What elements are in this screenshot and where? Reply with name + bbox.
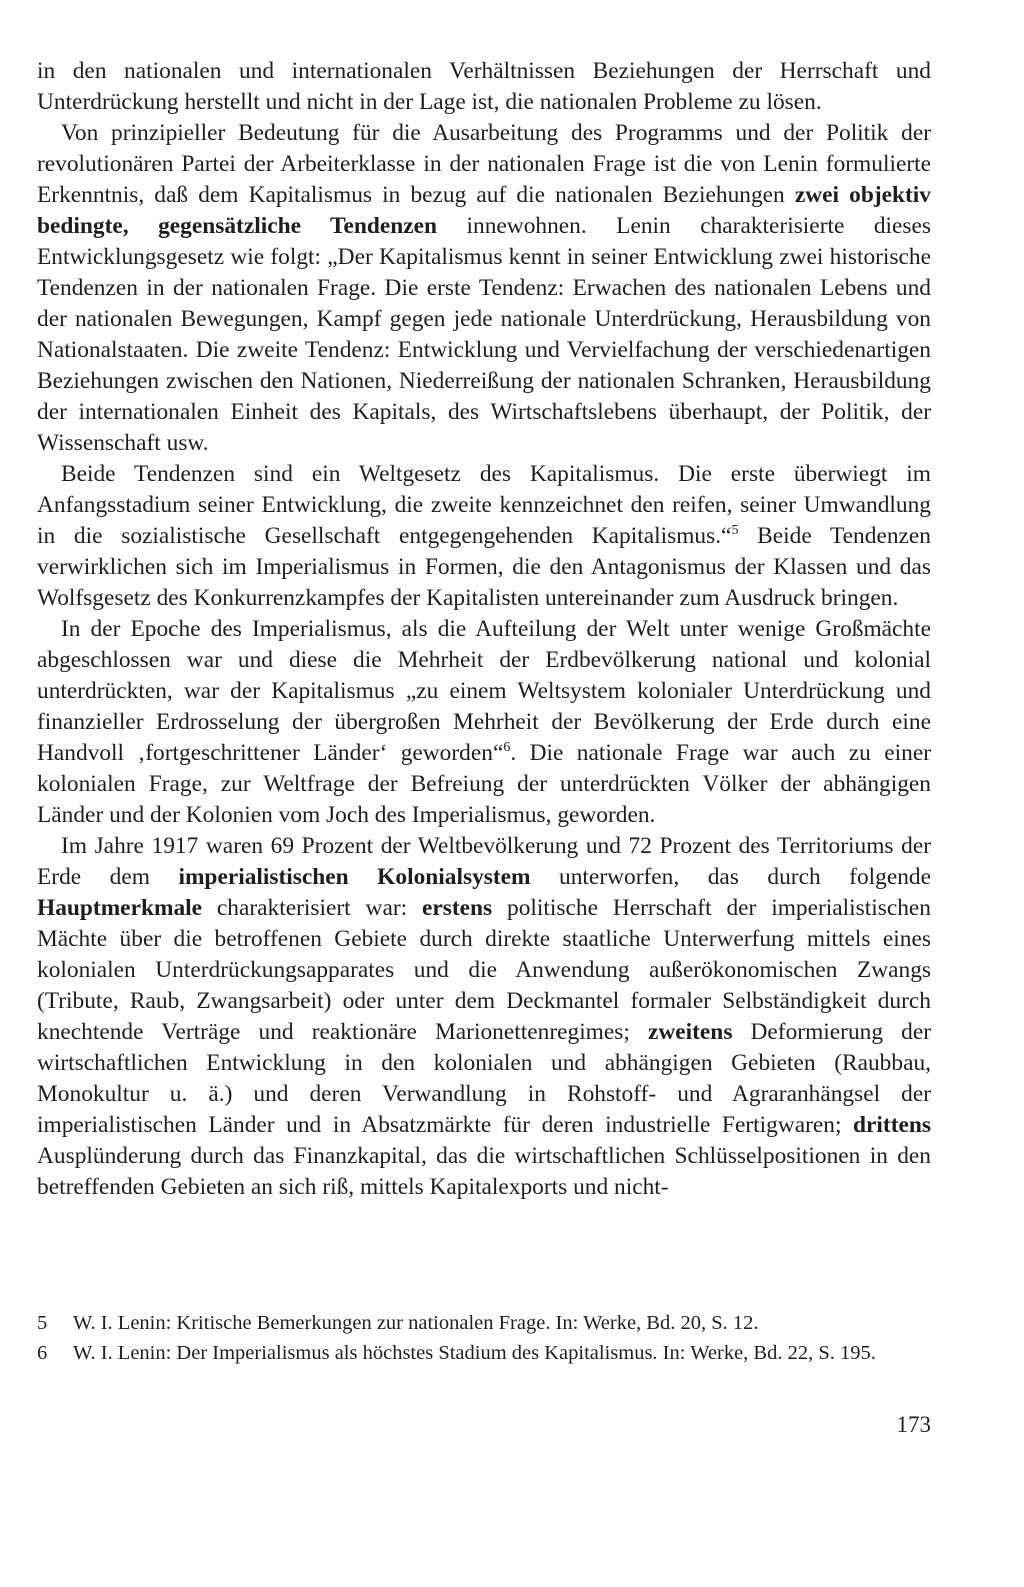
footnote-6 xyxy=(37,1338,931,1368)
emphasis-erstens: erstens xyxy=(422,895,493,921)
paragraph-2 xyxy=(37,118,931,459)
paragraph-2-text-a: Von prinzipieller Bedeutung für die Ausarbeitung des Programms und der Politik der revolutionären Partei der Arbeiterklasse in der nationalen Frage ist die von Lenin formulierte Erkenntnis, daß dem Kapitalismus in bezug auf die nationalen Beziehungen xyxy=(37,120,931,208)
emphasis-hauptmerkmale: Hauptmerkmale xyxy=(37,895,203,921)
paragraph-1 xyxy=(37,56,931,118)
emphasis-drittens: drittens xyxy=(853,1112,931,1138)
page-body xyxy=(37,56,931,1203)
paragraph-5-text-c: unterworfen, das durch folgende xyxy=(530,864,931,890)
footnote-number: 6 xyxy=(37,1342,48,1364)
footnote-ref-6: 6 xyxy=(503,740,511,755)
footnote-ref-5: 5 xyxy=(731,523,739,538)
paragraph-3 xyxy=(37,459,931,614)
footnote-text: W. I. Lenin: Der Imperialismus als höchstes Stadium des Kapitalismus. In: Werke, Bd. 22, S. 195. xyxy=(73,1342,876,1364)
paragraph-5-text-g: politische Herrschaft der imperialistischen Mächte über die betroffenen Gebiete durch direkte staatliche Unterwerfung mittels eines kolonialen Unterdrückungsapparates und die Anwendung außerökonomischen Zwangs (Tribute, Raub, Zwangsarbeit) oder unter dem Deckmantel formaler Selbständigkeit durch knechtende Verträge und reaktionäre Marionettenregimes; xyxy=(37,895,931,1045)
footnote-number: 5 xyxy=(37,1312,48,1334)
paragraph-4-text-b: . Die nationale Frage war auch zu einer kolonialen Frage, zur Weltfrage der Befreiung der unterdrückten Völker der abhängigen Länder und der Kolonien vom Joch des Imperialismus, geworden. xyxy=(37,740,931,828)
emphasis-zweitens: zweitens xyxy=(647,1019,733,1045)
footnote-text: W. I. Lenin: Kritische Bemerkungen zur nationalen Frage. In: Werke, Bd. 20, S. 12. xyxy=(73,1312,759,1334)
paragraph-3-text-b: Beide Tendenzen verwirklichen sich im Imperialismus in Formen, die den Antagonismus der Klassen und das Wolfsgesetz des Konkurrenzkampfes der Kapitalisten untereinander zum Ausdruck bringen. xyxy=(37,523,931,611)
paragraph-5-text-e: charakterisiert war: xyxy=(202,895,422,921)
footnote-5 xyxy=(37,1308,931,1338)
paragraph-5-text-i: Deformierung der wirtschaftlichen Entwicklung in den kolonialen und abhängigen Gebieten (Raubbau, Monokultur u. ä.) und deren Verwandlung in Rohstoff- und Agraranhängsel der imperialistischen Länder und in Absatzmärkte für deren industrielle Fertigwaren; xyxy=(37,1019,932,1138)
paragraph-1-text: in den nationalen und internationalen Verhältnissen Beziehungen der Herrschaft und Unterdrückung herstellt und nicht in der Lage ist, die nationalen Probleme zu lösen. xyxy=(37,58,931,115)
paragraph-4 xyxy=(37,614,931,831)
emphasis-kolonialsystem: imperialistischen Kolonialsystem xyxy=(178,864,531,890)
paragraph-5-text-a: Im Jahre 1917 waren 69 Prozent der Weltbevölkerung und 72 Prozent des Territoriums der Erde dem xyxy=(37,833,931,890)
paragraph-2-text-c: innewohnen. Lenin charakterisierte dieses Entwicklungsgesetz wie folgt: „Der Kapitalismus kennt in seiner Entwicklung zwei historische Tendenzen in der nationalen Frage. Die erste Tendenz: Erwachen des nationalen Lebens und der nationalen Bewegungen, Kampf gegen jede nationale Unterdrückung, Herausbildung von Nationalstaaten. Die zweite Tendenz: Entwicklung und Vervielfachung der verschiedenartigen Beziehungen zwischen den Nationen, Niederreißung der nationalen Schranken, Herausbildung der internationalen Einheit des Kapitals, des Wirtschaftslebens überhaupt, der Politik, der Wissenschaft usw. xyxy=(37,213,931,456)
paragraph-5 xyxy=(37,831,931,1203)
paragraph-5-text-k: Ausplünderung durch das Finanzkapital, das die wirtschaftlichen Schlüsselpositionen in den betreffenden Gebieten an sich riß, mittels Kapitalexports und nicht- xyxy=(37,1143,931,1200)
page-number: 173 xyxy=(896,1412,931,1437)
emphasis-zwei-tendenzen: zwei objektiv bedingte, gegensätzliche Tendenzen xyxy=(37,182,931,239)
paragraph-4-text-a: In der Epoche des Imperialismus, als die Aufteilung der Welt unter wenige Großmächte abgeschlossen war und diese die Mehrheit der Erdbevölkerung national und kolonial unterdrückten, war der Kapitalismus „zu einem Weltsystem kolonialer Unterdrückung und finanzieller Erdrosselung der übergroßen Mehrheit der Bevölkerung der Erde durch eine Handvoll ‚fortgeschrittener Länder‘ geworden“ xyxy=(37,616,931,766)
paragraph-3-text-a: Beide Tendenzen sind ein Weltgesetz des Kapitalismus. Die erste überwiegt im Anfangsstadium seiner Entwicklung, die zweite kennzeichnet den reifen, seiner Umwandlung in die sozialistische Gesellschaft entgegengehenden Kapitalismus.“ xyxy=(37,461,931,549)
footnotes xyxy=(37,1308,931,1368)
